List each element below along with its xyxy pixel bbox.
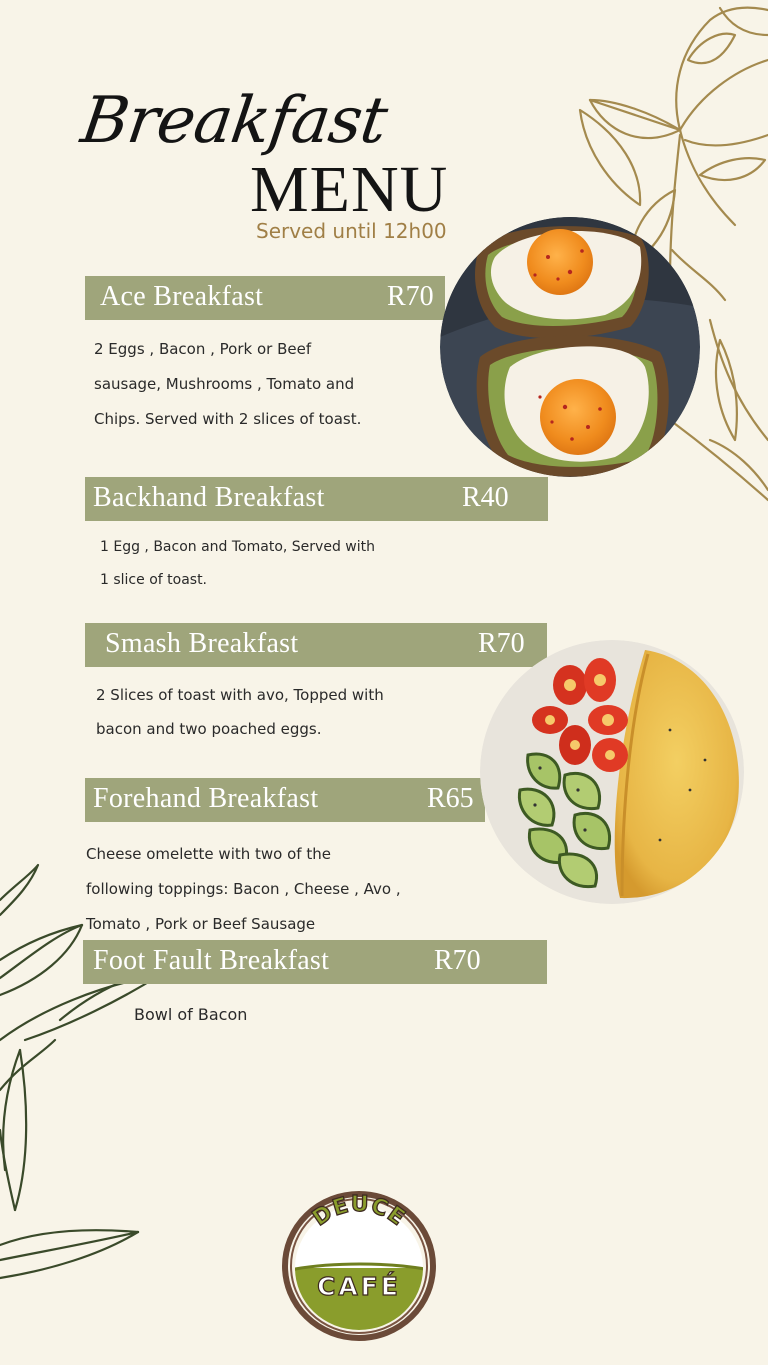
subtitle-served-until: Served until 12h00	[256, 219, 447, 243]
menu-item-price: R70	[387, 281, 434, 312]
omelette-photo	[480, 640, 744, 904]
menu-item-price: R65	[427, 783, 474, 814]
menu-item-ace-header	[85, 276, 445, 320]
menu-item-foot-fault-header	[83, 940, 547, 984]
menu-item-price: R40	[462, 482, 509, 513]
description-line: Chips. Served with 2 slices of toast.	[94, 410, 362, 428]
menu-item-name: Smash Breakfast	[105, 628, 299, 659]
eggs-on-toast-photo	[440, 217, 700, 477]
menu-item-forehand-header	[85, 778, 485, 822]
menu-item-description	[86, 837, 401, 942]
menu-item-name: Foot Fault Breakfast	[93, 945, 330, 976]
menu-item-name: Forehand Breakfast	[93, 783, 319, 814]
deuce-cafe-logo	[280, 1190, 438, 1342]
menu-item-description	[100, 531, 375, 597]
logo-bottom-text: CAFÉ	[317, 1272, 401, 1301]
menu-item-price: R70	[478, 628, 525, 659]
description-line: 2 Eggs , Bacon , Pork or Beef	[94, 340, 312, 358]
title-script: Breakfast	[76, 84, 392, 158]
menu-item-backhand-header	[85, 477, 548, 521]
menu-item-description	[96, 678, 384, 746]
description-line: Tomato , Pork or Beef Sausage	[86, 915, 316, 933]
menu-item-description	[94, 332, 361, 437]
description-line: 1 Egg , Bacon and Tomato, Served with	[100, 539, 375, 555]
description-line: Cheese omelette with two of the	[86, 845, 331, 863]
logo-top-text: DEUCE	[308, 1191, 411, 1232]
title-menu: MENU	[250, 153, 449, 226]
description-line: 1 slice of toast.	[100, 572, 208, 588]
description-line: Bowl of Bacon	[134, 1005, 248, 1024]
description-line: following toppings: Bacon , Cheese , Avo ,	[86, 880, 401, 898]
menu-item-smash-header	[85, 623, 547, 667]
description-line: 2 Slices of toast with avo, Topped with	[96, 686, 384, 704]
menu-item-name: Ace Breakfast	[100, 281, 264, 312]
description-line: sausage, Mushrooms , Tomato and	[94, 375, 355, 393]
menu-item-name: Backhand Breakfast	[93, 482, 325, 513]
description-line: bacon and two poached eggs.	[96, 720, 322, 738]
menu-item-price: R70	[434, 945, 481, 976]
menu-item-description	[134, 1004, 247, 1026]
